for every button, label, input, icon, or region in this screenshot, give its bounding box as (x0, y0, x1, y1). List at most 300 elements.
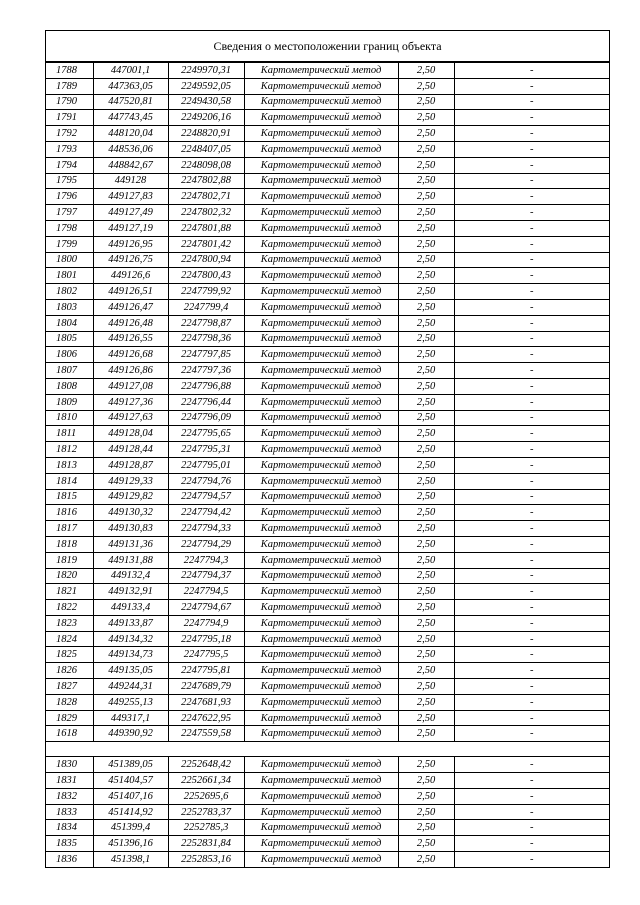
point-number-cell: 1798 (46, 220, 93, 236)
x-coordinate-cell: 449128,87 (93, 457, 168, 473)
method-cell: Картометрический метод (244, 631, 398, 647)
accuracy-cell: 2,50 (398, 600, 454, 616)
table-row (46, 220, 609, 236)
method-cell: Картометрический метод (244, 489, 398, 505)
y-coordinate-cell: 2247798,87 (168, 315, 244, 331)
accuracy-cell: 2,50 (398, 141, 454, 157)
description-cell: - (454, 442, 609, 458)
x-coordinate-cell: 449132,4 (93, 568, 168, 584)
y-coordinate-cell: 2247799,92 (168, 284, 244, 300)
method-cell: Картометрический метод (244, 63, 398, 79)
accuracy-cell: 2,50 (398, 189, 454, 205)
x-coordinate-cell: 449244,31 (93, 679, 168, 695)
x-coordinate-cell: 449127,08 (93, 378, 168, 394)
x-coordinate-cell: 451407,16 (93, 788, 168, 804)
x-coordinate-cell: 447743,45 (93, 110, 168, 126)
x-coordinate-cell: 449129,82 (93, 489, 168, 505)
table-row (46, 489, 609, 505)
method-cell: Картометрический метод (244, 694, 398, 710)
point-number-cell: 1801 (46, 268, 93, 284)
description-cell: - (454, 236, 609, 252)
point-number-cell: 1813 (46, 457, 93, 473)
table-row (46, 331, 609, 347)
method-cell: Картометрический метод (244, 126, 398, 142)
point-number-cell: 1812 (46, 442, 93, 458)
description-cell: - (454, 205, 609, 221)
x-coordinate-cell: 449130,32 (93, 505, 168, 521)
method-cell: Картометрический метод (244, 836, 398, 852)
description-cell: - (454, 647, 609, 663)
accuracy-cell: 2,50 (398, 347, 454, 363)
table-row (46, 679, 609, 695)
point-number-cell: 1803 (46, 299, 93, 315)
x-coordinate-cell: 451396,16 (93, 836, 168, 852)
x-coordinate-cell: 449126,51 (93, 284, 168, 300)
x-coordinate-cell: 451404,57 (93, 773, 168, 789)
method-cell: Картометрический метод (244, 284, 398, 300)
point-number-cell: 1806 (46, 347, 93, 363)
point-number-cell: 1790 (46, 94, 93, 110)
accuracy-cell: 2,50 (398, 394, 454, 410)
description-cell: - (454, 600, 609, 616)
method-cell: Картометрический метод (244, 442, 398, 458)
x-coordinate-cell: 449317,1 (93, 710, 168, 726)
accuracy-cell: 2,50 (398, 126, 454, 142)
accuracy-cell: 2,50 (398, 331, 454, 347)
accuracy-cell: 2,50 (398, 299, 454, 315)
point-number-cell: 1789 (46, 78, 93, 94)
description-cell: - (454, 173, 609, 189)
table-row (46, 568, 609, 584)
table-row (46, 110, 609, 126)
accuracy-cell: 2,50 (398, 536, 454, 552)
accuracy-cell: 2,50 (398, 584, 454, 600)
method-cell: Картометрический метод (244, 600, 398, 616)
method-cell: Картометрический метод (244, 757, 398, 773)
table-row (46, 788, 609, 804)
method-cell: Картометрический метод (244, 426, 398, 442)
point-number-cell: 1826 (46, 663, 93, 679)
table-title: Сведения о местоположении границ объекта (46, 31, 609, 62)
y-coordinate-cell: 2247794,3 (168, 552, 244, 568)
coordinates-table (46, 62, 609, 868)
accuracy-cell: 2,50 (398, 363, 454, 379)
description-cell: - (454, 78, 609, 94)
description-cell: - (454, 157, 609, 173)
method-cell: Картометрический метод (244, 615, 398, 631)
description-cell: - (454, 284, 609, 300)
y-coordinate-cell: 2247622,95 (168, 710, 244, 726)
table-row (46, 773, 609, 789)
accuracy-cell: 2,50 (398, 726, 454, 742)
y-coordinate-cell: 2252648,42 (168, 757, 244, 773)
method-cell: Картометрический метод (244, 773, 398, 789)
accuracy-cell: 2,50 (398, 78, 454, 94)
description-cell: - (454, 710, 609, 726)
method-cell: Картометрический метод (244, 584, 398, 600)
y-coordinate-cell: 2249206,16 (168, 110, 244, 126)
x-coordinate-cell: 449128 (93, 173, 168, 189)
x-coordinate-cell: 449127,19 (93, 220, 168, 236)
point-number-cell: 1833 (46, 804, 93, 820)
point-number-cell: 1802 (46, 284, 93, 300)
point-number-cell: 1815 (46, 489, 93, 505)
accuracy-cell: 2,50 (398, 694, 454, 710)
x-coordinate-cell: 449127,83 (93, 189, 168, 205)
x-coordinate-cell: 449134,73 (93, 647, 168, 663)
description-cell: - (454, 521, 609, 537)
y-coordinate-cell: 2247681,93 (168, 694, 244, 710)
point-number-cell: 1805 (46, 331, 93, 347)
description-cell: - (454, 378, 609, 394)
point-number-cell: 1810 (46, 410, 93, 426)
x-coordinate-cell: 451414,92 (93, 804, 168, 820)
y-coordinate-cell: 2247796,09 (168, 410, 244, 426)
method-cell: Картометрический метод (244, 205, 398, 221)
x-coordinate-cell: 449126,86 (93, 363, 168, 379)
y-coordinate-cell: 2247795,5 (168, 647, 244, 663)
x-coordinate-cell: 449255,13 (93, 694, 168, 710)
y-coordinate-cell: 2247802,71 (168, 189, 244, 205)
accuracy-cell: 2,50 (398, 410, 454, 426)
point-number-cell: 1809 (46, 394, 93, 410)
point-number-cell: 1821 (46, 584, 93, 600)
table-row (46, 600, 609, 616)
x-coordinate-cell: 449131,36 (93, 536, 168, 552)
x-coordinate-cell: 449126,95 (93, 236, 168, 252)
x-coordinate-cell: 449126,6 (93, 268, 168, 284)
x-coordinate-cell: 449126,55 (93, 331, 168, 347)
y-coordinate-cell: 2247794,67 (168, 600, 244, 616)
table-row (46, 157, 609, 173)
x-coordinate-cell: 447001,1 (93, 63, 168, 79)
y-coordinate-cell: 2247797,85 (168, 347, 244, 363)
accuracy-cell: 2,50 (398, 110, 454, 126)
y-coordinate-cell: 2249430,58 (168, 94, 244, 110)
point-number-cell: 1799 (46, 236, 93, 252)
table-row (46, 141, 609, 157)
table-row (46, 442, 609, 458)
description-cell: - (454, 63, 609, 79)
table-row (46, 252, 609, 268)
y-coordinate-cell: 2247802,32 (168, 205, 244, 221)
method-cell: Картометрический метод (244, 726, 398, 742)
accuracy-cell: 2,50 (398, 442, 454, 458)
accuracy-cell: 2,50 (398, 663, 454, 679)
table-row (46, 189, 609, 205)
method-cell: Картометрический метод (244, 173, 398, 189)
point-number-cell: 1807 (46, 363, 93, 379)
x-coordinate-cell: 448536,06 (93, 141, 168, 157)
point-number-cell: 1796 (46, 189, 93, 205)
method-cell: Картометрический метод (244, 568, 398, 584)
accuracy-cell: 2,50 (398, 836, 454, 852)
accuracy-cell: 2,50 (398, 489, 454, 505)
method-cell: Картометрический метод (244, 536, 398, 552)
y-coordinate-cell: 2247797,36 (168, 363, 244, 379)
accuracy-cell: 2,50 (398, 457, 454, 473)
point-number-cell: 1835 (46, 836, 93, 852)
y-coordinate-cell: 2248098,08 (168, 157, 244, 173)
method-cell: Картометрический метод (244, 820, 398, 836)
description-cell: - (454, 331, 609, 347)
coordinates-table-body (46, 63, 609, 868)
y-coordinate-cell: 2247800,43 (168, 268, 244, 284)
x-coordinate-cell: 451389,05 (93, 757, 168, 773)
x-coordinate-cell: 449127,63 (93, 410, 168, 426)
point-number-cell: 1791 (46, 110, 93, 126)
y-coordinate-cell: 2247794,9 (168, 615, 244, 631)
accuracy-cell: 2,50 (398, 173, 454, 189)
description-cell: - (454, 679, 609, 695)
method-cell: Картометрический метод (244, 410, 398, 426)
point-number-cell: 1814 (46, 473, 93, 489)
description-cell: - (454, 757, 609, 773)
method-cell: Картометрический метод (244, 315, 398, 331)
description-cell: - (454, 457, 609, 473)
description-cell: - (454, 726, 609, 742)
y-coordinate-cell: 2247794,5 (168, 584, 244, 600)
point-number-cell: 1836 (46, 852, 93, 868)
description-cell: - (454, 394, 609, 410)
y-coordinate-cell: 2247794,37 (168, 568, 244, 584)
description-cell: - (454, 820, 609, 836)
point-number-cell: 1820 (46, 568, 93, 584)
accuracy-cell: 2,50 (398, 852, 454, 868)
boundary-table-sheet (45, 30, 610, 868)
y-coordinate-cell: 2252853,16 (168, 852, 244, 868)
description-cell: - (454, 568, 609, 584)
y-coordinate-cell: 2247689,79 (168, 679, 244, 695)
x-coordinate-cell: 449126,47 (93, 299, 168, 315)
x-coordinate-cell: 449128,04 (93, 426, 168, 442)
x-coordinate-cell: 449390,92 (93, 726, 168, 742)
accuracy-cell: 2,50 (398, 378, 454, 394)
table-row (46, 426, 609, 442)
y-coordinate-cell: 2247802,88 (168, 173, 244, 189)
y-coordinate-cell: 2247559,58 (168, 726, 244, 742)
table-row (46, 631, 609, 647)
accuracy-cell: 2,50 (398, 284, 454, 300)
x-coordinate-cell: 449130,83 (93, 521, 168, 537)
table-row (46, 268, 609, 284)
accuracy-cell: 2,50 (398, 679, 454, 695)
method-cell: Картометрический метод (244, 679, 398, 695)
description-cell: - (454, 268, 609, 284)
table-row (46, 663, 609, 679)
point-number-cell: 1788 (46, 63, 93, 79)
description-cell: - (454, 505, 609, 521)
y-coordinate-cell: 2252831,84 (168, 836, 244, 852)
description-cell: - (454, 141, 609, 157)
x-coordinate-cell: 449131,88 (93, 552, 168, 568)
table-row (46, 347, 609, 363)
description-cell: - (454, 126, 609, 142)
accuracy-cell: 2,50 (398, 521, 454, 537)
description-cell: - (454, 615, 609, 631)
description-cell: - (454, 489, 609, 505)
y-coordinate-cell: 2252783,37 (168, 804, 244, 820)
table-row (46, 299, 609, 315)
accuracy-cell: 2,50 (398, 773, 454, 789)
section-separator-row (46, 742, 609, 757)
point-number-cell: 1824 (46, 631, 93, 647)
y-coordinate-cell: 2247795,81 (168, 663, 244, 679)
y-coordinate-cell: 2247800,94 (168, 252, 244, 268)
accuracy-cell: 2,50 (398, 710, 454, 726)
table-row (46, 378, 609, 394)
y-coordinate-cell: 2252661,34 (168, 773, 244, 789)
table-row (46, 410, 609, 426)
method-cell: Картометрический метод (244, 552, 398, 568)
description-cell: - (454, 410, 609, 426)
section-separator-cell (46, 742, 609, 757)
x-coordinate-cell: 449135,05 (93, 663, 168, 679)
point-number-cell: 1794 (46, 157, 93, 173)
method-cell: Картометрический метод (244, 647, 398, 663)
method-cell: Картометрический метод (244, 157, 398, 173)
table-row (46, 236, 609, 252)
accuracy-cell: 2,50 (398, 804, 454, 820)
accuracy-cell: 2,50 (398, 631, 454, 647)
table-row (46, 394, 609, 410)
table-row (46, 647, 609, 663)
table-row (46, 126, 609, 142)
point-number-cell: 1830 (46, 757, 93, 773)
y-coordinate-cell: 2247799,4 (168, 299, 244, 315)
method-cell: Картометрический метод (244, 268, 398, 284)
accuracy-cell: 2,50 (398, 94, 454, 110)
accuracy-cell: 2,50 (398, 220, 454, 236)
method-cell: Картометрический метод (244, 473, 398, 489)
method-cell: Картометрический метод (244, 394, 398, 410)
x-coordinate-cell: 449129,33 (93, 473, 168, 489)
method-cell: Картометрический метод (244, 94, 398, 110)
method-cell: Картометрический метод (244, 804, 398, 820)
description-cell: - (454, 220, 609, 236)
method-cell: Картометрический метод (244, 236, 398, 252)
y-coordinate-cell: 2249592,05 (168, 78, 244, 94)
method-cell: Картометрический метод (244, 663, 398, 679)
y-coordinate-cell: 2247795,18 (168, 631, 244, 647)
x-coordinate-cell: 447520,81 (93, 94, 168, 110)
method-cell: Картометрический метод (244, 457, 398, 473)
method-cell: Картометрический метод (244, 299, 398, 315)
table-row (46, 552, 609, 568)
y-coordinate-cell: 2248407,05 (168, 141, 244, 157)
point-number-cell: 1819 (46, 552, 93, 568)
table-row (46, 615, 609, 631)
y-coordinate-cell: 2247796,88 (168, 378, 244, 394)
table-row (46, 473, 609, 489)
description-cell: - (454, 473, 609, 489)
x-coordinate-cell: 449126,75 (93, 252, 168, 268)
description-cell: - (454, 315, 609, 331)
y-coordinate-cell: 2249970,31 (168, 63, 244, 79)
table-row (46, 536, 609, 552)
method-cell: Картометрический метод (244, 252, 398, 268)
table-row (46, 836, 609, 852)
accuracy-cell: 2,50 (398, 268, 454, 284)
accuracy-cell: 2,50 (398, 757, 454, 773)
table-row (46, 584, 609, 600)
x-coordinate-cell: 449134,32 (93, 631, 168, 647)
table-row (46, 457, 609, 473)
accuracy-cell: 2,50 (398, 568, 454, 584)
accuracy-cell: 2,50 (398, 552, 454, 568)
y-coordinate-cell: 2252695,6 (168, 788, 244, 804)
method-cell: Картометрический метод (244, 378, 398, 394)
table-row (46, 505, 609, 521)
accuracy-cell: 2,50 (398, 820, 454, 836)
method-cell: Картометрический метод (244, 852, 398, 868)
table-row (46, 804, 609, 820)
y-coordinate-cell: 2247801,42 (168, 236, 244, 252)
accuracy-cell: 2,50 (398, 788, 454, 804)
point-number-cell: 1795 (46, 173, 93, 189)
point-number-cell: 1829 (46, 710, 93, 726)
method-cell: Картометрический метод (244, 331, 398, 347)
point-number-cell: 1823 (46, 615, 93, 631)
description-cell: - (454, 852, 609, 868)
table-row (46, 710, 609, 726)
y-coordinate-cell: 2247795,01 (168, 457, 244, 473)
x-coordinate-cell: 449126,48 (93, 315, 168, 331)
description-cell: - (454, 94, 609, 110)
x-coordinate-cell: 449126,68 (93, 347, 168, 363)
table-row (46, 694, 609, 710)
y-coordinate-cell: 2247801,88 (168, 220, 244, 236)
description-cell: - (454, 347, 609, 363)
accuracy-cell: 2,50 (398, 615, 454, 631)
table-row (46, 173, 609, 189)
x-coordinate-cell: 449127,49 (93, 205, 168, 221)
method-cell: Картометрический метод (244, 110, 398, 126)
table-row (46, 521, 609, 537)
description-cell: - (454, 631, 609, 647)
accuracy-cell: 2,50 (398, 63, 454, 79)
y-coordinate-cell: 2247794,76 (168, 473, 244, 489)
method-cell: Картометрический метод (244, 505, 398, 521)
point-number-cell: 1817 (46, 521, 93, 537)
accuracy-cell: 2,50 (398, 426, 454, 442)
table-row (46, 284, 609, 300)
method-cell: Картометрический метод (244, 710, 398, 726)
method-cell: Картометрический метод (244, 189, 398, 205)
point-number-cell: 1811 (46, 426, 93, 442)
y-coordinate-cell: 2247796,44 (168, 394, 244, 410)
point-number-cell: 1618 (46, 726, 93, 742)
y-coordinate-cell: 2248820,91 (168, 126, 244, 142)
point-number-cell: 1825 (46, 647, 93, 663)
x-coordinate-cell: 449132,91 (93, 584, 168, 600)
x-coordinate-cell: 448842,67 (93, 157, 168, 173)
point-number-cell: 1808 (46, 378, 93, 394)
description-cell: - (454, 299, 609, 315)
point-number-cell: 1828 (46, 694, 93, 710)
method-cell: Картометрический метод (244, 521, 398, 537)
point-number-cell: 1832 (46, 788, 93, 804)
y-coordinate-cell: 2252785,3 (168, 820, 244, 836)
table-row (46, 757, 609, 773)
y-coordinate-cell: 2247795,65 (168, 426, 244, 442)
point-number-cell: 1797 (46, 205, 93, 221)
accuracy-cell: 2,50 (398, 315, 454, 331)
point-number-cell: 1831 (46, 773, 93, 789)
table-row (46, 726, 609, 742)
method-cell: Картометрический метод (244, 220, 398, 236)
x-coordinate-cell: 451398,1 (93, 852, 168, 868)
